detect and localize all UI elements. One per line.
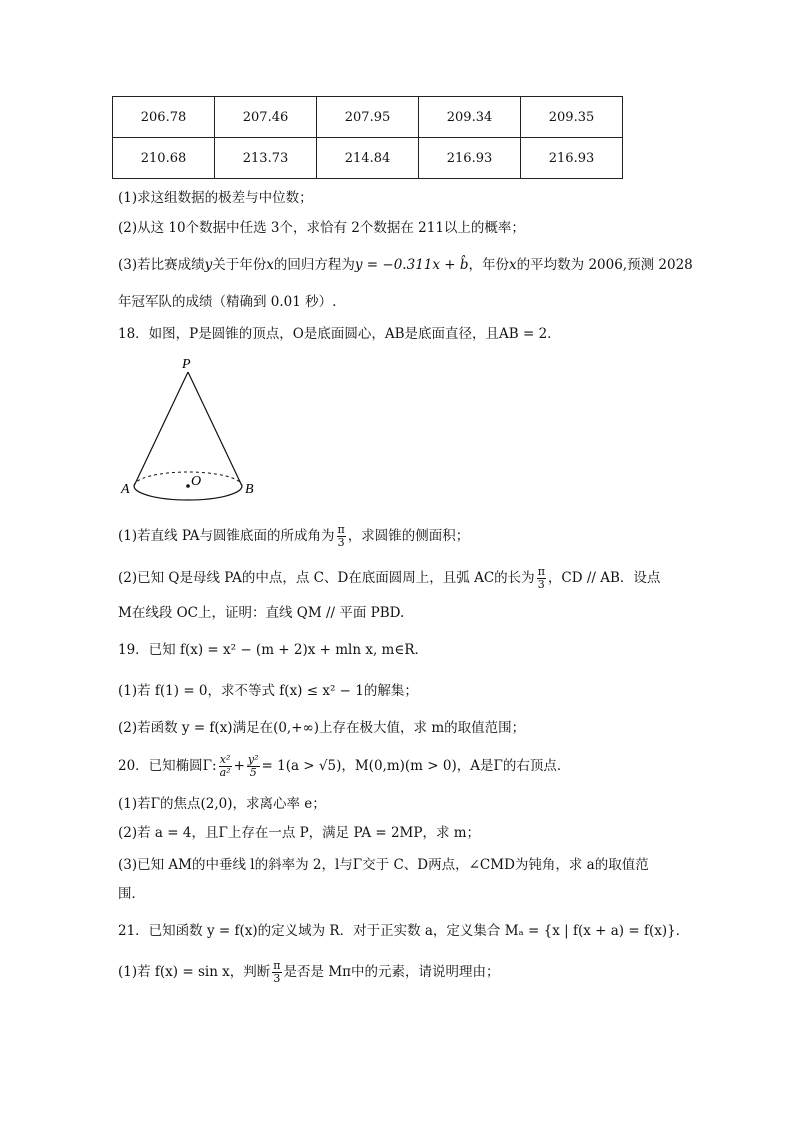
cone-edge-pa — [134, 372, 188, 486]
regression-equation: y = −0.311x + b̂ — [354, 257, 469, 273]
label-o: O — [191, 474, 202, 489]
q18-part2-cont: M在线段 OC上，证明：直线 QM // 平面 PBD. — [118, 605, 405, 621]
table-cell: 209.34 — [419, 97, 521, 138]
table-cell: 207.46 — [215, 97, 317, 138]
center-point-o — [186, 484, 190, 488]
q18-stem: 18．如图，P是圆锥的顶点，O是底面圆心，AB是底面直径，且AB = 2． — [118, 326, 561, 342]
q20-part3: (3)已知 AM的中垂线 l的斜率为 2，l与Γ交于 C、D两点，∠CMD为钝角，求 a的取值范 — [118, 857, 649, 873]
q20-stem: 20．已知椭圆Γ: $\frac{\text{x²}}{\text{a²}}$ + $\frac{\text{y²}}{5}$ = 1(a > √5)，M(0,m)(m > 0)，A是Γ的右顶点． — [118, 753, 571, 779]
label-a: A — [121, 482, 130, 497]
fraction-x2-a2: $\frac{\text{x²}}{\text{a²}}$ — [219, 753, 231, 779]
cone-figure — [112, 352, 272, 502]
table-cell: 213.73 — [215, 138, 317, 179]
q19-stem: 19．已知 f(x) = x² − (m + 2)x + mln x, m∈R． — [118, 642, 429, 658]
table-cell: 206.78 — [113, 97, 215, 138]
q21-part1: (1)若 f(x) = sin x，判断 $\frac{\pi}{3}$ 是否是 Mπ中的元素，请说明理由； — [118, 959, 500, 985]
table-cell: 209.35 — [521, 97, 623, 138]
q17-part2: (2)从这 10个数据中任选 3个，求恰有 2个数据在 211以上的概率； — [118, 220, 525, 236]
label-p: P — [182, 357, 191, 372]
q17-part3-cont: 年冠军队的成绩（精确到 0.01 秒）. — [118, 294, 337, 310]
cone-edge-pb — [188, 372, 242, 486]
q18-part1: (1)若直线 PA与圆锥底面的所成角为 $\frac{\pi}{3}$ ，求圆锥的侧面积； — [118, 523, 470, 549]
q20-part3-cont: 围． — [118, 886, 145, 902]
table-cell: 216.93 — [419, 138, 521, 179]
q18-part2: (2)已知 Q是母线 PA的中点，点 C、D在底面圆周上，且弧 AC的长为 $\frac{\pi}{3}$ ，CD // AB．设点 — [118, 565, 661, 591]
fraction-pi-over-3: $\frac{\pi}{3}$ — [273, 959, 281, 985]
q19-part1: (1)若 f(1) = 0，求不等式 f(x) ≤ x² − 1的解集； — [118, 683, 418, 699]
table-cell: 216.93 — [521, 138, 623, 179]
q17-part1: (1)求这组数据的极差与中位数； — [118, 190, 313, 206]
table-cell: 207.95 — [317, 97, 419, 138]
q19-part2: (2)若函数 y = f(x)满足在(0,+∞)上存在极大值，求 m的取值范围； — [118, 720, 526, 736]
table-row — [113, 97, 623, 138]
fraction-y2-5: $\frac{\text{y²}}{5}$ — [247, 753, 259, 779]
q21-stem: 21．已知函数 y = f(x)的定义域为 R．对于正实数 a，定义集合 Mₐ = {x | f(x + a) = f(x)}． — [118, 923, 690, 939]
table-cell: 214.84 — [317, 138, 419, 179]
label-b: B — [245, 482, 254, 497]
q20-part1: (1)若Γ的焦点(2,0)，求离心率 e； — [118, 796, 326, 812]
q20-part2: (2)若 a = 4，且Γ上存在一点 P，满足 PA = 2MP，求 m； — [118, 825, 481, 841]
fraction-pi-over-3: $\frac{\pi}{3}$ — [337, 523, 345, 549]
cone-base-back — [134, 472, 242, 486]
data-table — [112, 96, 623, 179]
table-cell: 210.68 — [113, 138, 215, 179]
table-row — [113, 138, 623, 179]
q17-part3: (3)若比赛成绩y关于年份x的回归方程为y = −0.311x + b̂，年份x的平均数为 2006,预测 2028 — [118, 257, 693, 273]
cone-base-front — [134, 486, 242, 500]
fraction-pi-over-3: $\frac{\pi}{3}$ — [537, 565, 545, 591]
